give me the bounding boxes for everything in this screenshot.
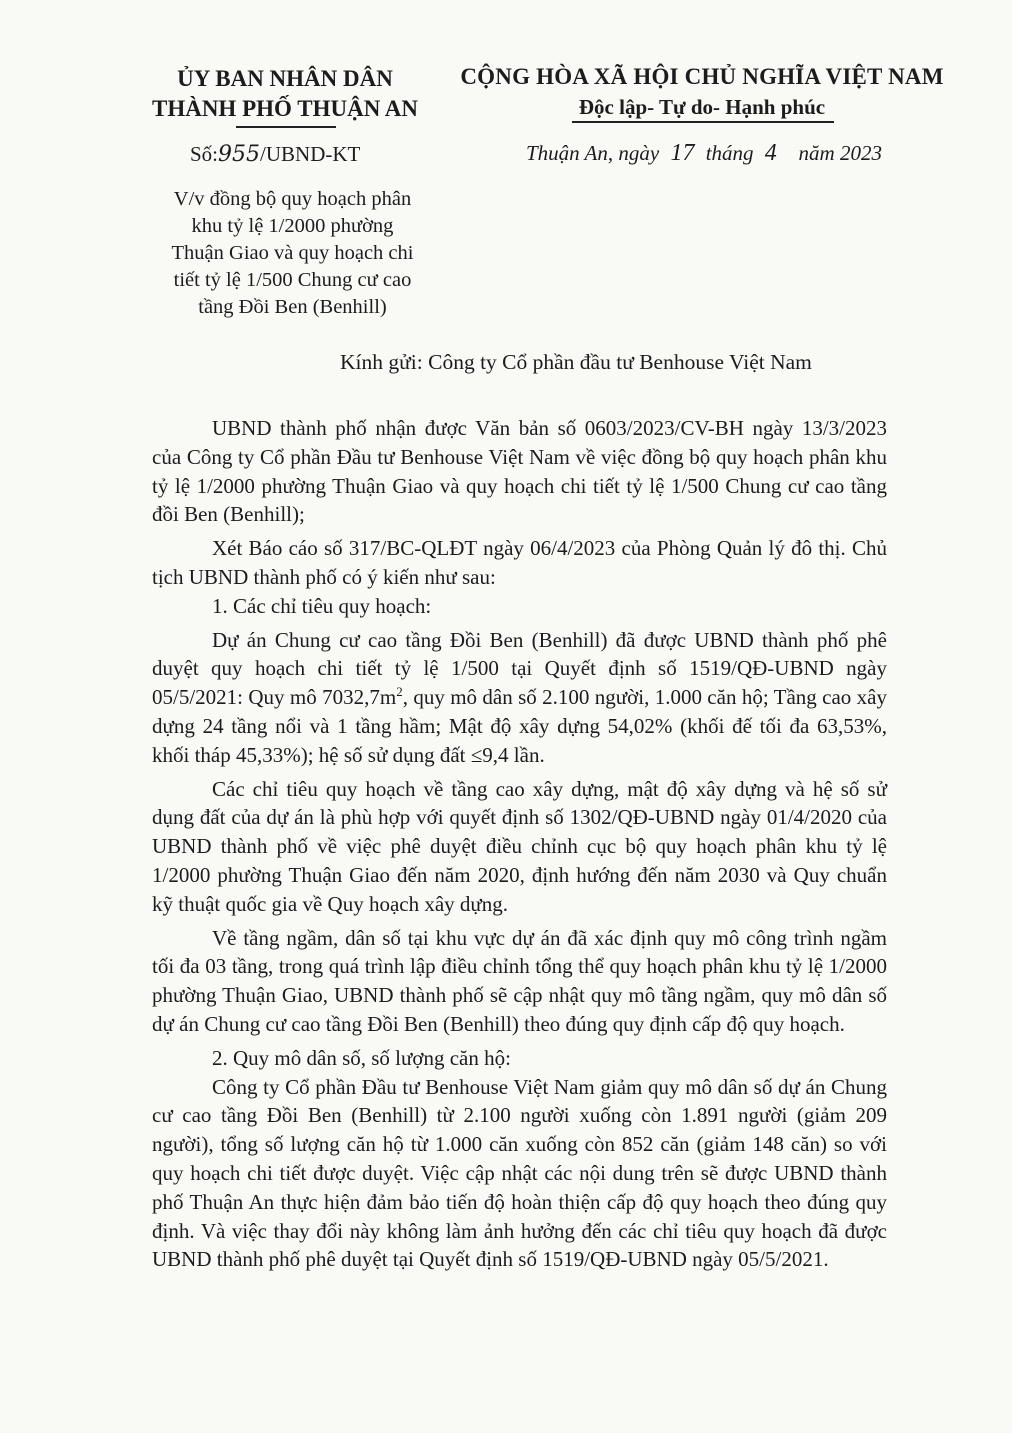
authority-line-2: THÀNH PHỐ THUẬN AN: [151, 96, 419, 121]
body-paragraph-5: Về tầng ngầm, dân số tại khu vực dự án đã xác định quy mô công trình ngầm tối đa 03 tầng, trong quá trình lập điều chỉnh tổng thể quy hoạch phân khu tỷ lệ 1/2000 phường Thuận Giao, UBND thành phố sẽ cập nhật quy mô tầng ngầm, quy mô dân số dự án Chung cư cao tầng Đồi Ben (Benhill) theo đúng quy định cấp độ quy hoạch.: [152, 925, 887, 1036]
date-month: 4: [764, 140, 777, 166]
subject-line: Thuận Giao và quy hoạch chi: [171, 242, 414, 264]
body-paragraph-3-part-b: , quy mô dân số 2.100 người, 1.000 căn hộ; Tầng cao xây dựng 24 tầng nổi và 1 tầng hầm; Mật độ xây dựng 54,02% (khối đế tối đa 63,53%, khối tháp 45,33%); hệ số sử dụng đất ≤9,4 lần.: [152, 685, 887, 767]
nation-title: CỘNG HÒA XÃ HỘI CHỦ NGHĨA VIỆT NAM: [460, 64, 944, 89]
body-paragraph-3: [152, 626, 887, 770]
authority-line-1: ỦY BAN NHÂN DÂN: [177, 66, 393, 91]
recipient-line: Kính gửi: Công ty Cổ phần đầu tư Benhouse Việt Nam: [340, 350, 812, 374]
document-date: [526, 140, 882, 167]
body-paragraph-1: UBND thành phố nhận được Văn bản số 0603/2023/CV-BH ngày 13/3/2023 của Công ty Cổ phần Đầu tư Benhouse Việt Nam về việc đồng bộ quy hoạch phân khu tỷ lệ 1/2000 phường Thuận Giao và quy hoạch chi tiết tỷ lệ 1/500 Chung cư cao tầng đồi Ben (Benhill);: [152, 416, 887, 527]
issuing-authority: [130, 64, 440, 124]
body-paragraph-3-part-a: Dự án Chung cư cao tầng Đồi Ben (Benhill) đã được UBND thành phố phê duyệt quy hoạch chi tiết tỷ lệ 1/500 tại Quyết định số 1519/QĐ-UBND ngày 05/5/2021: Quy mô 7032,7m: [152, 627, 887, 710]
motto-underline: [572, 121, 834, 123]
date-day: 17: [670, 140, 695, 166]
section-heading-2: 2. Quy mô dân số, số lượng căn hộ:: [212, 1045, 511, 1070]
subject-line: V/v đồng bộ quy hoạch phân: [173, 188, 412, 210]
date-month-label: tháng: [705, 141, 754, 165]
date-year: năm 2023: [798, 141, 882, 165]
doc-number-handwritten: 955: [218, 142, 261, 167]
section-heading-1: 1. Các chỉ tiêu quy hoạch:: [212, 593, 432, 618]
national-motto: Độc lập- Tự do- Hạnh phúc: [578, 95, 826, 119]
document-body: [152, 414, 887, 1279]
subject-line: tầng Đồi Ben (Benhill): [198, 296, 387, 318]
body-paragraph-4: Các chỉ tiêu quy hoạch về tầng cao xây dựng, mật độ xây dựng và hệ số sử dụng đất của dự án là phù hợp với quyết định số 1302/QĐ-UBND ngày 01/4/2020 của UBND thành phố về việc phê duyệt điều chỉnh cục bộ quy hoạch phân khu tỷ lệ 1/2000 phường Thuận Giao đến năm 2020, định hướng đến năm 2030 và Quy chuẩn kỹ thuật quốc gia về Quy hoạch xây dựng.: [152, 776, 887, 916]
national-header: [452, 62, 952, 122]
body-paragraph-2: Xét Báo cáo số 317/BC-QLĐT ngày 06/4/2023 của Phòng Quản lý đô thị. Chủ tịch UBND thành phố có ý kiến như sau:: [152, 536, 887, 589]
authority-underline: [236, 126, 336, 128]
doc-number-prefix: Số:: [190, 142, 219, 166]
doc-number-suffix: /UBND-KT: [260, 142, 361, 166]
subject-block: [145, 186, 440, 321]
body-paragraph-6: Công ty Cổ phần Đầu tư Benhouse Việt Nam giảm quy mô dân số dự án Chung cư cao tầng Đồi Ben (Benhill) từ 2.100 người xuống còn 1.891 người (giảm 209 người), tổng số lượng căn hộ từ 1.000 căn xuống còn 852 căn (giảm 148 căn) so với quy hoạch chi tiết được duyệt. Việc cập nhật các nội dung trên sẽ được UBND thành phố Thuận An thực hiện đảm bảo tiến độ hoàn thiện cấp độ quy hoạch theo đúng quy định. Và việc thay đổi này không làm ảnh hưởng đến các chỉ tiêu quy hoạch đã được UBND thành phố phê duyệt tại Quyết định số 1519/QĐ-UBND ngày 05/5/2021.: [152, 1074, 887, 1272]
subject-line: tiết tỷ lệ 1/500 Chung cư cao: [173, 269, 412, 291]
subject-line: khu tỷ lệ 1/2000 phường: [191, 215, 394, 237]
document-number: [190, 142, 360, 167]
area-unit-superscript: 2: [396, 684, 403, 700]
date-place: Thuận An, ngày: [526, 141, 660, 165]
